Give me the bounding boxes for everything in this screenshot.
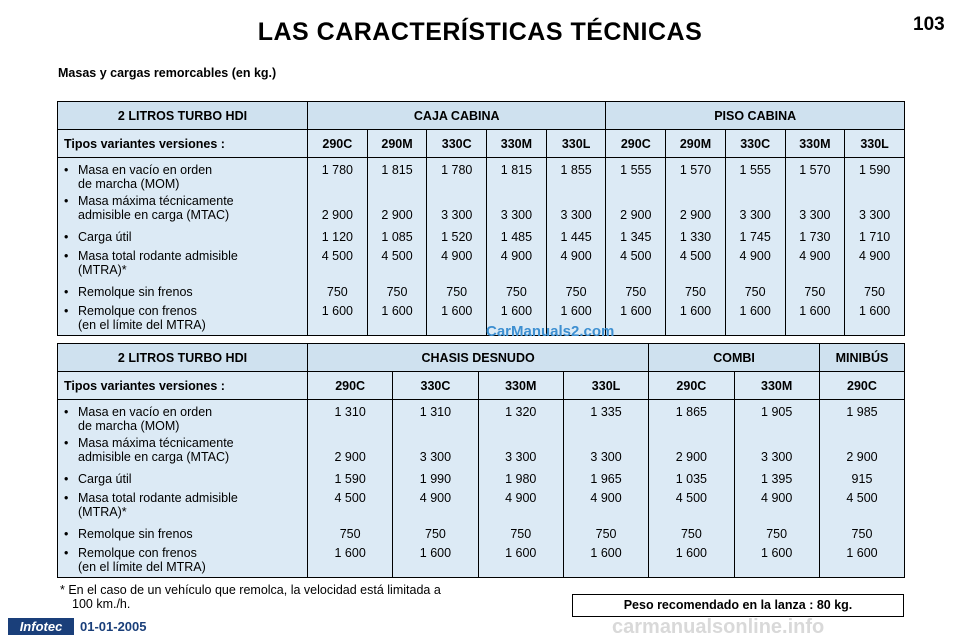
value-cell: 2 900: [679, 208, 712, 222]
value-cell: 1 730: [799, 230, 831, 244]
page-number: 103: [913, 14, 945, 35]
group-header: CAJA CABINA: [308, 102, 606, 130]
value-cell: 4 500: [334, 491, 366, 505]
variant-header: 330L: [546, 130, 606, 158]
value-cell: 1 445: [560, 230, 592, 244]
footnote: [60, 583, 550, 611]
value-cell: 750: [680, 527, 702, 541]
row-label: [58, 163, 307, 194]
value-cell: 1 035: [675, 472, 707, 486]
value-cell: 2 900: [321, 208, 353, 222]
row-label-line: • Remolque con frenos: [78, 546, 197, 560]
value-cell: 750: [505, 285, 527, 299]
value-cell: 4 900: [441, 249, 473, 263]
value-cell: 1 570: [799, 163, 831, 177]
row-label-line: • Remolque sin frenos: [78, 527, 193, 541]
value-cell: 1 600: [620, 304, 652, 318]
value-column: [478, 400, 563, 578]
value-cell: 1 985: [846, 405, 878, 419]
page-title: LAS CARACTERÍSTICAS TÉCNICAS: [257, 18, 703, 46]
value-cell: 2 900: [381, 208, 413, 222]
value-cell: 750: [386, 285, 408, 299]
watermark: CarManuals2.com: [486, 323, 615, 340]
row-label-line: (en el límite del MTRA): [78, 560, 206, 574]
row-label: [58, 194, 307, 230]
value-cell: 3 300: [799, 208, 831, 222]
value-cell: 3 300: [739, 208, 771, 222]
value-column: [845, 158, 905, 336]
value-cell: 1 815: [381, 163, 413, 177]
variant-header: 330C: [393, 372, 478, 400]
variant-header: 290C: [819, 372, 904, 400]
row-label-line: • Masa en vacío en orden: [78, 405, 213, 419]
variant-header: 330C: [725, 130, 785, 158]
value-cell: 1 310: [419, 405, 452, 419]
value-cell: 4 500: [620, 249, 652, 263]
value-cell: 1 600: [441, 304, 473, 318]
value-cell: 750: [851, 527, 873, 541]
variant-header: 330M: [487, 130, 547, 158]
row-label: [58, 491, 307, 527]
row-label-line: (en el límite del MTRA): [78, 318, 206, 332]
value-cell: 750: [804, 285, 826, 299]
value-cell: 1 600: [761, 546, 793, 560]
variant-header: 290C: [606, 130, 666, 158]
value-column: [427, 158, 487, 336]
infotec-logo: Infotec: [8, 618, 74, 635]
value-cell: 3 300: [761, 450, 793, 464]
variant-header: 290C: [308, 130, 368, 158]
value-cell: 1 600: [590, 546, 622, 560]
value-cell: 750: [339, 527, 361, 541]
value-column: [785, 158, 845, 336]
value-column: [308, 158, 368, 336]
value-cell: 1 600: [505, 546, 537, 560]
value-cell: 4 900: [419, 491, 452, 505]
value-column: [649, 400, 734, 578]
value-cell: 1 600: [419, 546, 452, 560]
row-label: [58, 472, 307, 491]
variant-header: 330C: [427, 130, 487, 158]
value-cell: 3 300: [505, 450, 537, 464]
value-cell: 1 600: [679, 304, 712, 318]
footnote-line-1: * En el caso de un vehículo que remolca, la velocidad está limitada a: [60, 583, 441, 597]
variant-header: 290M: [666, 130, 726, 158]
value-cell: 1 600: [675, 546, 707, 560]
value-cell: 1 085: [381, 230, 413, 244]
value-cell: 4 500: [679, 249, 712, 263]
value-cell: 1 600: [560, 304, 592, 318]
value-cell: 1 600: [739, 304, 771, 318]
value-cell: 3 300: [560, 208, 592, 222]
value-cell: 1 780: [321, 163, 353, 177]
value-column: [666, 158, 726, 336]
row-label-line: • Masa máxima técnicamente: [78, 194, 234, 208]
value-cell: 3 300: [858, 208, 891, 222]
row-label-line: • Remolque con frenos: [78, 304, 197, 318]
value-cell: 4 900: [739, 249, 771, 263]
variant-header: 330M: [734, 372, 819, 400]
value-cell: 1 555: [620, 163, 652, 177]
value-cell: 1 815: [500, 163, 533, 177]
value-column: [308, 400, 393, 578]
value-cell: 1 990: [419, 472, 452, 486]
group-header: COMBI: [649, 344, 820, 372]
site-watermark: carmanualsonline.info: [612, 616, 825, 638]
row-label-line: • Masa total rodante admisible: [78, 491, 238, 505]
value-cell: 1 600: [500, 304, 533, 318]
value-cell: 1 345: [620, 230, 652, 244]
variant-header: 290C: [649, 372, 734, 400]
value-cell: 915: [851, 472, 873, 486]
value-cell: 750: [446, 285, 468, 299]
value-cell: 1 590: [334, 472, 366, 486]
value-cell: 750: [510, 527, 532, 541]
recommended-weight-note: Peso recomendado en la lanza : 80 kg.: [572, 594, 904, 617]
value-cell: 1 520: [441, 230, 473, 244]
value-cell: 2 900: [334, 450, 366, 464]
row-label-line: • Masa total rodante admisible: [78, 249, 238, 263]
row-label-line: • Remolque sin frenos: [78, 285, 193, 299]
row-label: [58, 285, 307, 304]
value-cell: 1 600: [799, 304, 831, 318]
value-cell: 750: [744, 285, 766, 299]
section-subtitle: Masas y cargas remorcables (en kg.): [58, 66, 277, 80]
group-header: MINIBÚS: [819, 344, 904, 372]
variant-header: 330M: [478, 372, 563, 400]
row-label: [58, 436, 307, 472]
row-label: [58, 405, 307, 436]
row-label-line: (MTRA)*: [78, 263, 127, 277]
value-cell: 4 500: [675, 491, 707, 505]
value-cell: 4 900: [500, 249, 533, 263]
value-cell: 1 745: [739, 230, 771, 244]
row-label-line: de marcha (MOM): [78, 419, 180, 433]
value-cell: 4 900: [505, 491, 537, 505]
value-cell: 750: [766, 527, 788, 541]
value-cell: 1 485: [500, 230, 533, 244]
value-cell: 4 500: [381, 249, 413, 263]
value-cell: 1 570: [679, 163, 712, 177]
value-cell: 1 600: [321, 304, 353, 318]
value-cell: 1 600: [846, 546, 878, 560]
value-cell: 750: [565, 285, 587, 299]
value-cell: 750: [864, 285, 885, 299]
value-cell: 1 965: [590, 472, 622, 486]
row-label: [58, 527, 307, 546]
row-label-line: admisible en carga (MTAC): [78, 208, 230, 222]
row-label: [58, 249, 307, 285]
row-labels-cell: [58, 158, 308, 336]
row-label-line: • Carga útil: [78, 230, 132, 244]
value-column: [487, 158, 547, 336]
value-cell: 4 900: [858, 249, 891, 263]
value-cell: 1 600: [381, 304, 413, 318]
variants-label: Tipos variantes versiones :: [58, 372, 308, 400]
value-column: [725, 158, 785, 336]
value-column: [546, 158, 606, 336]
value-cell: 1 780: [441, 163, 473, 177]
value-cell: 4 900: [799, 249, 831, 263]
variants-label: Tipos variantes versiones :: [58, 130, 308, 158]
row-label-line: • Carga útil: [78, 472, 132, 486]
variant-header: 330L: [845, 130, 905, 158]
footnote-line-2: 100 km./h.: [72, 597, 131, 611]
value-cell: 1 710: [858, 230, 891, 244]
weights-table-chasis-combi: [57, 343, 905, 578]
row-label: [58, 304, 307, 335]
value-cell: 2 900: [620, 208, 652, 222]
weights-table-caja-piso: [57, 101, 905, 336]
value-cell: 4 900: [590, 491, 622, 505]
value-cell: 4 900: [761, 491, 793, 505]
row-labels-cell: [58, 400, 308, 578]
variant-header: 330L: [563, 372, 648, 400]
value-column: [606, 158, 666, 336]
value-cell: 750: [425, 527, 446, 541]
variant-header: 290M: [367, 130, 427, 158]
value-cell: 2 900: [675, 450, 707, 464]
variant-header: 290C: [308, 372, 393, 400]
value-cell: 750: [685, 285, 706, 299]
value-cell: 1 590: [858, 163, 891, 177]
row-label-line: (MTRA)*: [78, 505, 127, 519]
value-cell: 3 300: [441, 208, 473, 222]
engine-header: 2 LITROS TURBO HDI: [58, 102, 308, 130]
value-cell: 2 900: [846, 450, 878, 464]
value-cell: 1 600: [858, 304, 891, 318]
value-cell: 1 555: [739, 163, 771, 177]
variant-header: 330M: [785, 130, 845, 158]
value-cell: 750: [625, 285, 647, 299]
value-column: [393, 400, 478, 578]
value-cell: 1 320: [505, 405, 537, 419]
value-cell: 4 500: [846, 491, 878, 505]
value-cell: 1 330: [679, 230, 712, 244]
value-cell: 750: [326, 285, 348, 299]
row-label-line: admisible en carga (MTAC): [78, 450, 230, 464]
row-label-line: • Masa en vacío en orden: [78, 163, 213, 177]
value-cell: 1 980: [505, 472, 537, 486]
engine-header: 2 LITROS TURBO HDI: [58, 344, 308, 372]
row-label-line: de marcha (MOM): [78, 177, 180, 191]
value-column: [734, 400, 819, 578]
group-header: CHASIS DESNUDO: [308, 344, 649, 372]
value-cell: 1 600: [334, 546, 366, 560]
value-cell: 4 900: [560, 249, 592, 263]
value-cell: 1 335: [590, 405, 622, 419]
value-cell: 1 395: [761, 472, 793, 486]
row-label: [58, 230, 307, 249]
value-cell: 3 300: [419, 450, 452, 464]
value-cell: 1 865: [675, 405, 707, 419]
row-label-line: • Masa máxima técnicamente: [78, 436, 234, 450]
value-cell: 1 905: [761, 405, 793, 419]
value-column: [819, 400, 904, 578]
value-cell: 1 310: [334, 405, 366, 419]
value-cell: 3 300: [500, 208, 533, 222]
value-cell: 4 500: [321, 249, 353, 263]
value-cell: 3 300: [590, 450, 622, 464]
value-column: [563, 400, 648, 578]
edition-date: 01-01-2005: [80, 619, 147, 634]
value-column: [367, 158, 427, 336]
group-header: PISO CABINA: [606, 102, 905, 130]
value-cell: 750: [595, 527, 617, 541]
row-label: [58, 546, 307, 577]
value-cell: 1 120: [321, 230, 353, 244]
value-cell: 1 855: [560, 163, 592, 177]
